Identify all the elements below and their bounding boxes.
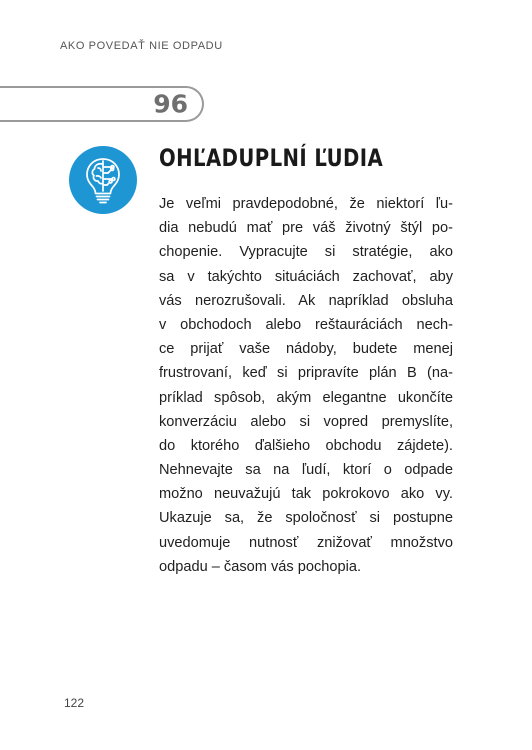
page-number: 122: [64, 696, 85, 710]
body-line: odpadu – časom vás pochopia.: [159, 558, 362, 575]
running-header: AKO POVEDAŤ NIE ODPADU: [60, 40, 223, 52]
body-line: v obchodoch alebo reštauráciách nech-: [159, 316, 453, 333]
body-line: ce prijať vaše nádoby, budete menej: [159, 341, 453, 358]
body-line: chopenie. Vypracujte si stratégie, ako: [159, 244, 453, 261]
body-line: do ktorého ďalšieho obchodu zájdete).: [159, 437, 453, 454]
body-line: dia nebudú mať pre váš životný štýl po-: [159, 220, 453, 237]
body-paragraph: [159, 192, 453, 579]
body-line: Je veľmi pravdepodobné, že niektorí ľu-: [159, 196, 453, 212]
body-line: Ukazuje sa, že spoločnosť si postupne: [159, 510, 453, 527]
body-line: príklad spôsob, akým elegantne ukončíte: [159, 389, 453, 406]
body-line: sa v takýchto situáciách zachovať, aby: [159, 268, 453, 285]
body-line: Nehnevajte sa na ľudí, ktorí o odpade: [159, 462, 453, 479]
body-line: frustrovaní, keď si pripravíte plán B (na-: [159, 365, 453, 382]
body-line: vás nerozrušovali. Ak napríklad obsluha: [159, 292, 453, 309]
body-line: uvedomuje nutnosť znižovať množstvo: [159, 534, 453, 551]
tip-number-bar: [0, 86, 204, 122]
section-title: OHĽADUPLNÍ ĽUDIA: [159, 144, 384, 172]
body-line: konverzáciu alebo si vopred premyslíte,: [159, 413, 453, 430]
lightbulb-brain-icon: [69, 146, 137, 214]
body-line: možno neuvažujú tak pokrokovo ako vy.: [159, 486, 453, 503]
tip-number: 96: [153, 89, 188, 119]
